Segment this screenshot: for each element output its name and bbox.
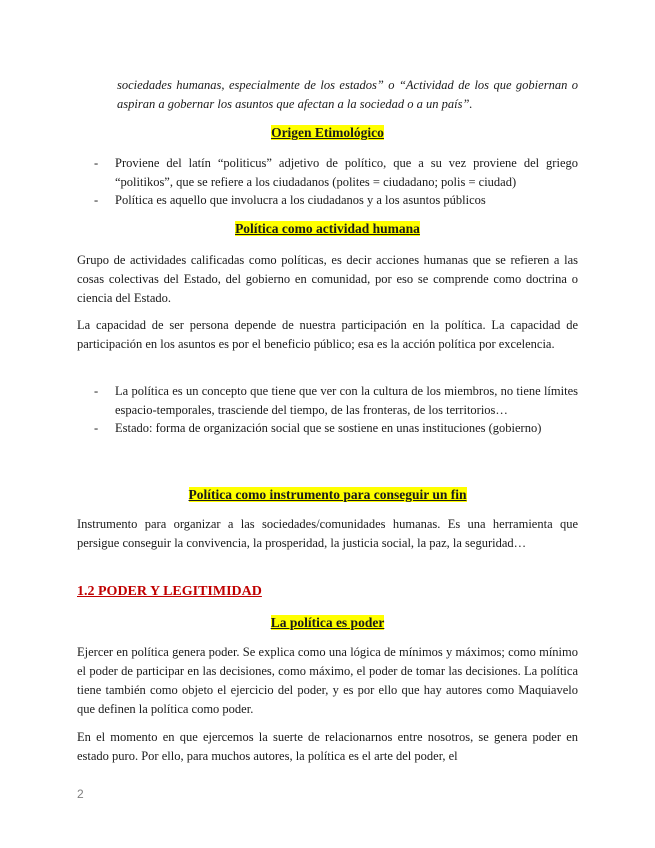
heading-actividad-label: Política como actividad humana <box>235 221 420 236</box>
list-item <box>77 419 578 438</box>
page-number: 2 <box>77 787 84 801</box>
heading-poder-label: La política es poder <box>270 615 385 630</box>
list-item-text: Estado: forma de organización social que se sostiene en unas instituciones (gobierno) <box>115 421 542 435</box>
list-item-text: La política es un concepto que tiene que ver con la cultura de los miembros, no tiene límites espacio-temporales, trasciende del tiempo, de las fronteras, de los territorios… <box>115 384 578 417</box>
list-item <box>77 382 578 419</box>
heading-actividad-humana <box>77 220 578 238</box>
heading-origen-etimologico <box>77 124 578 142</box>
quote-continuation: sociedades humanas, especialmente de los estados” o “Actividad de los que gobiernan o aspiran a gobernar los asuntos que afectan a la sociedad o a un país”. <box>117 78 578 111</box>
section-title: 1.2 PODER Y LEGITIMIDAD <box>77 584 262 599</box>
list-item-text: Política es aquello que involucra a los ciudadanos y a los asuntos públicos <box>115 193 486 207</box>
bullet-dash: - <box>94 193 99 207</box>
heading-instrumento-label: Política como instrumento para conseguir un fin <box>188 487 467 502</box>
list-item <box>77 191 578 210</box>
list-item <box>77 154 578 191</box>
heading-origen-label: Origen Etimológico <box>271 125 384 140</box>
origen-bullet-list <box>77 154 578 210</box>
bullet-dash: - <box>94 421 99 435</box>
paragraph-poder-1: Ejercer en política genera poder. Se explica como una lógica de mínimos y máximos; como mínimo el poder de participar en las decisiones, como máximo, el poder de tomar las decisiones. La política tiene también como objeto el ejercicio del poder, y es por ello que hay autores como Maquiavelo que definen la política como poder. <box>77 645 578 716</box>
actividad-bullet-list <box>77 382 578 438</box>
list-item-text: Proviene del latín “politicus” adjetivo de político, que a su vez proviene del griego “politikos”, que se refiere a los ciudadanos (polites = ciudadano; polis = ciudad) <box>115 156 578 189</box>
bullet-dash: - <box>94 384 99 398</box>
paragraph-actividad-2: La capacidad de ser persona depende de nuestra participación en la política. La capacidad de participación en los asuntos es por el beneficio público; esa es la acción política por excelencia. <box>77 318 578 351</box>
paragraph-poder-2: En el momento en que ejercemos la suerte de relacionarnos entre nosotros, se genera poder en estado puro. Por ello, para muchos autores, la política es el arte del poder, el <box>77 730 578 763</box>
bullet-dash: - <box>94 156 99 170</box>
paragraph-instrumento: Instrumento para organizar a las sociedades/comunidades humanas. Es una herramienta que persigue conseguir la convivencia, la prosperidad, la justicia social, la paz, la seguridad… <box>77 517 578 550</box>
heading-poder <box>77 614 578 632</box>
paragraph-actividad-1: Grupo de actividades calificadas como políticas, es decir acciones humanas que se refieren a las cosas colectivas del Estado, del gobierno en comunidad, por eso se comprende como doctrina o ciencia del Estado. <box>77 253 578 305</box>
heading-instrumento <box>77 486 578 504</box>
